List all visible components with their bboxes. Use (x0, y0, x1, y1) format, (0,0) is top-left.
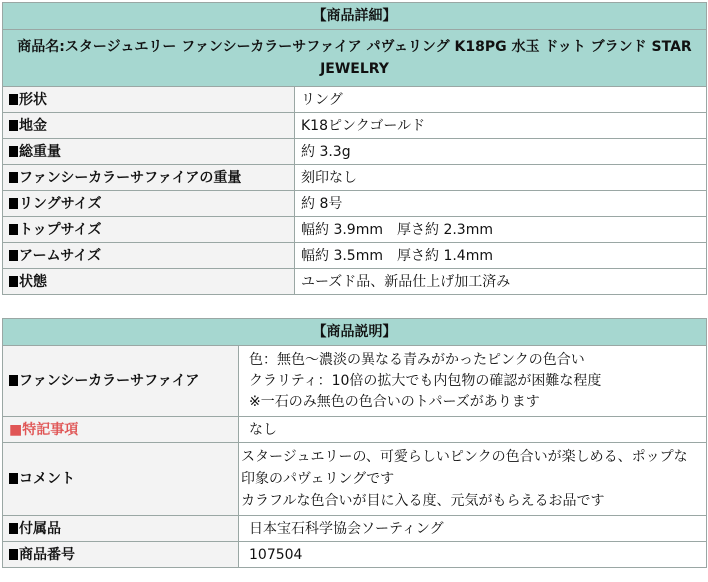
detail-label: 総重量 (3, 139, 295, 165)
product-details-table (2, 2, 707, 295)
detail-row-shape (3, 87, 707, 113)
detail-value: 幅約 3.5mm 厚さ約 1.4mm (295, 243, 707, 269)
detail-row-metal (3, 113, 707, 139)
square-bullet-icon (9, 250, 18, 261)
square-bullet-icon (9, 94, 18, 105)
desc-value: なし (239, 417, 707, 443)
detail-row-ring-size (3, 191, 707, 217)
desc-label: 付属品 (3, 516, 239, 542)
detail-value: 刻印なし (295, 165, 707, 191)
detail-label: リングサイズ (3, 191, 295, 217)
desc-value: 107504 (239, 542, 707, 568)
square-bullet-icon (9, 146, 18, 157)
desc-label: 商品番号 (3, 542, 239, 568)
square-bullet-icon (9, 276, 18, 287)
detail-label: ファンシーカラーサファイアの重量 (3, 165, 295, 191)
square-bullet-icon (9, 198, 18, 209)
detail-value: 約 3.3g (295, 139, 707, 165)
desc-value: 日本宝石科学協会ソーティング (239, 516, 707, 542)
product-name-row (3, 30, 707, 87)
desc-row-special-notes (3, 417, 707, 443)
detail-label: アームサイズ (3, 243, 295, 269)
details-header: 【商品詳細】 (3, 3, 707, 30)
detail-row-sapphire-weight (3, 165, 707, 191)
detail-label: 地金 (3, 113, 295, 139)
desc-label: コメント (3, 443, 239, 516)
detail-value: ユーズド品、新品仕上げ加工済み (295, 269, 707, 295)
detail-value: 約 8号 (295, 191, 707, 217)
detail-row-top-size (3, 217, 707, 243)
desc-row-item-number (3, 542, 707, 568)
desc-value: スタージュエリーの、可愛らしいピンクの色合いが楽しめる、ポップな 印象のパヴェリングです カラフルな色合いが目に入る度、元気がもらえるお品です (239, 443, 707, 516)
square-bullet-icon (9, 549, 18, 560)
desc-row-sapphire (3, 346, 707, 417)
detail-label: トップサイズ (3, 217, 295, 243)
desc-row-accessories (3, 516, 707, 542)
desc-value: 色：無色～濃淡の異なる青みがかったピンクの色合い クラリティ：10倍の拡大でも内包物の確認が困難な程度 ※一石のみ無色の色合いのトパーズがあります (239, 346, 707, 417)
square-bullet-icon (9, 172, 18, 183)
desc-label-special: ■特記事項 (3, 417, 239, 443)
product-description-table (2, 318, 707, 568)
description-header-row (3, 319, 707, 346)
square-bullet-icon (9, 224, 18, 235)
detail-value: 幅約 3.9mm 厚さ約 2.3mm (295, 217, 707, 243)
square-bullet-icon (9, 523, 18, 534)
desc-row-comment (3, 443, 707, 516)
detail-row-condition (3, 269, 707, 295)
detail-label: 形状 (3, 87, 295, 113)
detail-row-weight (3, 139, 707, 165)
square-bullet-icon (9, 120, 18, 131)
square-bullet-icon (9, 473, 18, 484)
detail-label: 状態 (3, 269, 295, 295)
description-header: 【商品説明】 (3, 319, 707, 346)
detail-value: K18ピンクゴールド (295, 113, 707, 139)
desc-label: ファンシーカラーサファイア (3, 346, 239, 417)
detail-row-arm-size (3, 243, 707, 269)
detail-value: リング (295, 87, 707, 113)
details-header-row (3, 3, 707, 30)
product-name: 商品名:スタージュエリー ファンシーカラーサファイア パヴェリング K18PG 水玉 ドット ブランド STAR JEWELRY (3, 30, 707, 87)
square-bullet-icon (9, 375, 18, 386)
